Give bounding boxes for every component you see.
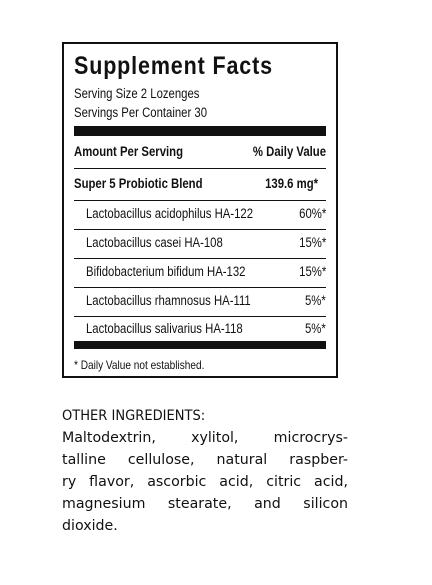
ingredient-divider (74, 229, 326, 230)
other-ingredients-line: ry flavor, ascorbic acid, citric acid, (62, 474, 348, 490)
other-ingredients-section (62, 405, 348, 537)
other-ingredients-line: talline cellulose, natural raspber- (62, 452, 348, 468)
ingredient-daily-value: 15%* (298, 235, 326, 250)
ingredient-row (74, 291, 326, 311)
top-thick-divider (74, 126, 326, 136)
supplement-facts-title: Supplement Facts (74, 52, 273, 80)
ingredient-divider (74, 258, 326, 259)
ingredient-daily-value: 5%* (305, 321, 326, 336)
ingredient-divider (74, 316, 326, 317)
ingredient-row (74, 319, 326, 339)
blend-name: Super 5 Probiotic Blend (74, 176, 203, 191)
ingredient-daily-value: 15%* (298, 264, 326, 279)
ingredient-divider (74, 287, 326, 288)
amount-header-row (74, 142, 326, 162)
ingredient-daily-value: 60%* (298, 206, 326, 221)
other-ingredients-line: magnesium stearate, and silicon (62, 496, 348, 512)
ingredient-name: Lactobacillus casei HA-108 (86, 235, 223, 250)
ingredient-name: Lactobacillus acidophilus HA-122 (86, 206, 254, 221)
ingredient-row (74, 262, 326, 282)
ingredient-row (74, 204, 326, 224)
header-divider (74, 168, 326, 169)
ingredient-row (74, 233, 326, 253)
supplement-facts-panel (62, 42, 338, 378)
other-ingredients-line: Maltodextrin, xylitol, microcrys- (62, 430, 348, 446)
blend-divider (74, 200, 326, 201)
other-ingredients-line: dioxide. (62, 518, 118, 534)
ingredient-name: Bifidobacterium bifidum HA-132 (86, 264, 246, 279)
ingredient-name: Lactobacillus salivarius HA-118 (86, 321, 243, 336)
blend-amount: 139.6 mg* (265, 176, 318, 191)
daily-value-footnote: * Daily Value not established. (74, 358, 205, 372)
other-ingredients-heading: OTHER INGREDIENTS: (62, 408, 206, 424)
blend-row (74, 174, 326, 194)
serving-size: Serving Size 2 Lozenges (74, 86, 200, 101)
daily-value-label: % Daily Value (252, 144, 326, 159)
ingredient-name: Lactobacillus rhamnosus HA-111 (86, 293, 251, 308)
ingredient-daily-value: 5%* (305, 293, 326, 308)
servings-per-container: Servings Per Container 30 (74, 105, 208, 120)
supplement-facts-content (74, 44, 326, 376)
bottom-thick-divider (74, 341, 326, 349)
amount-per-serving-label: Amount Per Serving (74, 144, 184, 159)
